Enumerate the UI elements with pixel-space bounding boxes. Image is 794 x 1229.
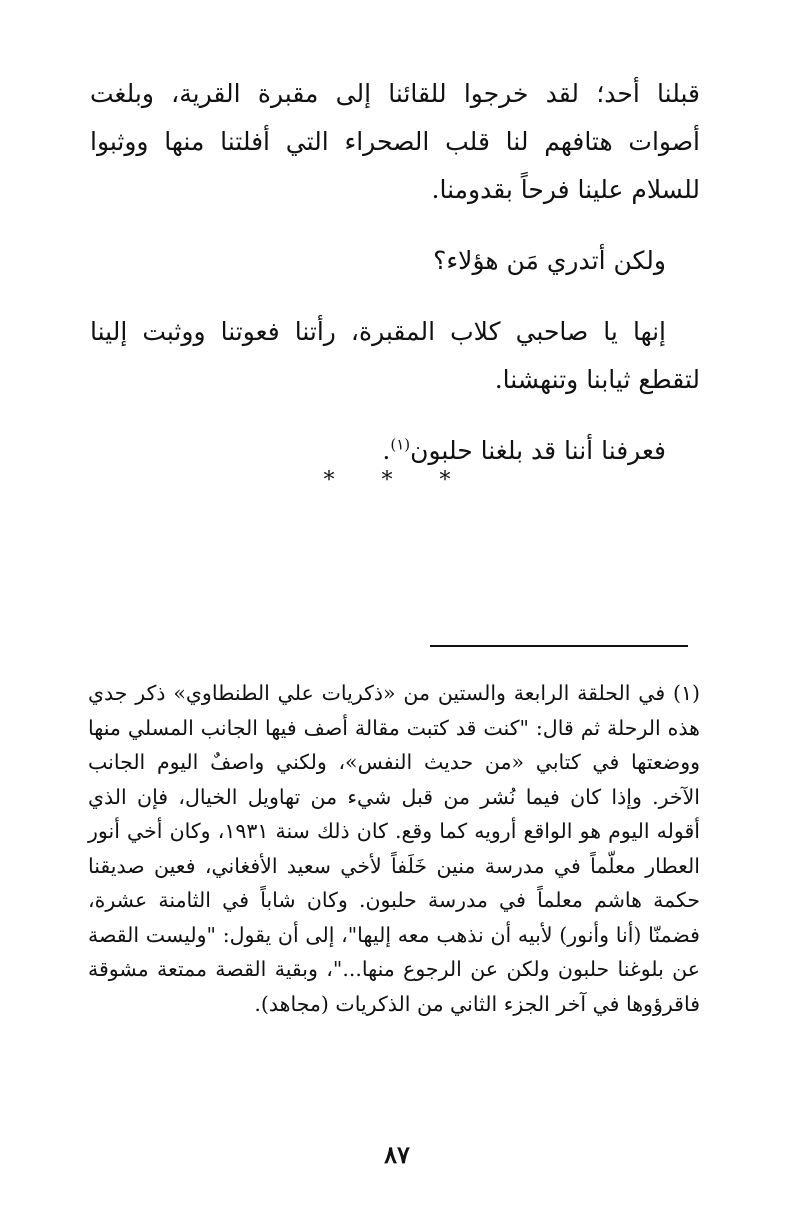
paragraph-4-text: فعرفنا أننا قد بلغنا حلبون [410, 436, 666, 465]
footnote-text: (١) في الحلقة الرابعة والستين من «ذكريات علي الطنطاوي» ذكر جدي هذه الرحلة ثم قال: "كنت قد كتبت مقالة أصف فيها الجانب المسلي منها ووضعتها في كتابي «من حديث النفس»، ولكني واصفٌ اليوم الجانب الآخر. وإذا كان فيما نُشر من قبل شيء من تهاويل الخيال، فإن الذي أقوله اليوم هو الواقع أرويه كما وقع. كان ذلك سنة ١٩٣١، وكان أخي أنور العطار معلّماً في مدرسة منين خَلَفاً لأخي سعيد الأفغاني، فعين صديقنا حكمة هاشم معلماً في مدرسة حلبون. وكان شاباً في الثامنة عشرة، فضمنّا (أنا وأنور) لأبيه أن نذهب معه إليها"، إلى أن يقول: "وليست القصة عن بلوغنا حلبون ولكن عن الرجوع منها..."، وبقية القصة ممتعة مشوقة فاقرؤوها في آخر الجزء الثاني من الذكريات (مجاهد). [88, 681, 700, 1016]
paragraph-1: قبلنا أحد؛ لقد خرجوا للقائنا إلى مقبرة القرية، وبلغت أصوات هتافهم لنا قلب الصحراء التي أفلتنا منها ووثبوا للسلام علينا فرحاً بقدومنا. [90, 79, 700, 204]
page-number: ٨٧ [384, 1140, 410, 1169]
paragraph-3: إنها يا صاحبي كلاب المقبرة، رأتنا فعوتنا ووثبت إلينا لتقطع ثيابنا وتنهشنا. [90, 317, 700, 394]
main-text [90, 70, 700, 498]
footnote-reference: (١) [390, 435, 411, 454]
section-separator: * * * [323, 468, 471, 493]
paragraph-4: فعرفنا أننا قد بلغنا حلبون$^{(١)}$. [382, 435, 666, 465]
footnote-divider [430, 645, 688, 647]
paragraph-2: ولكن أتدري مَن هؤلاء؟ [433, 246, 666, 275]
footnote [88, 676, 700, 1021]
